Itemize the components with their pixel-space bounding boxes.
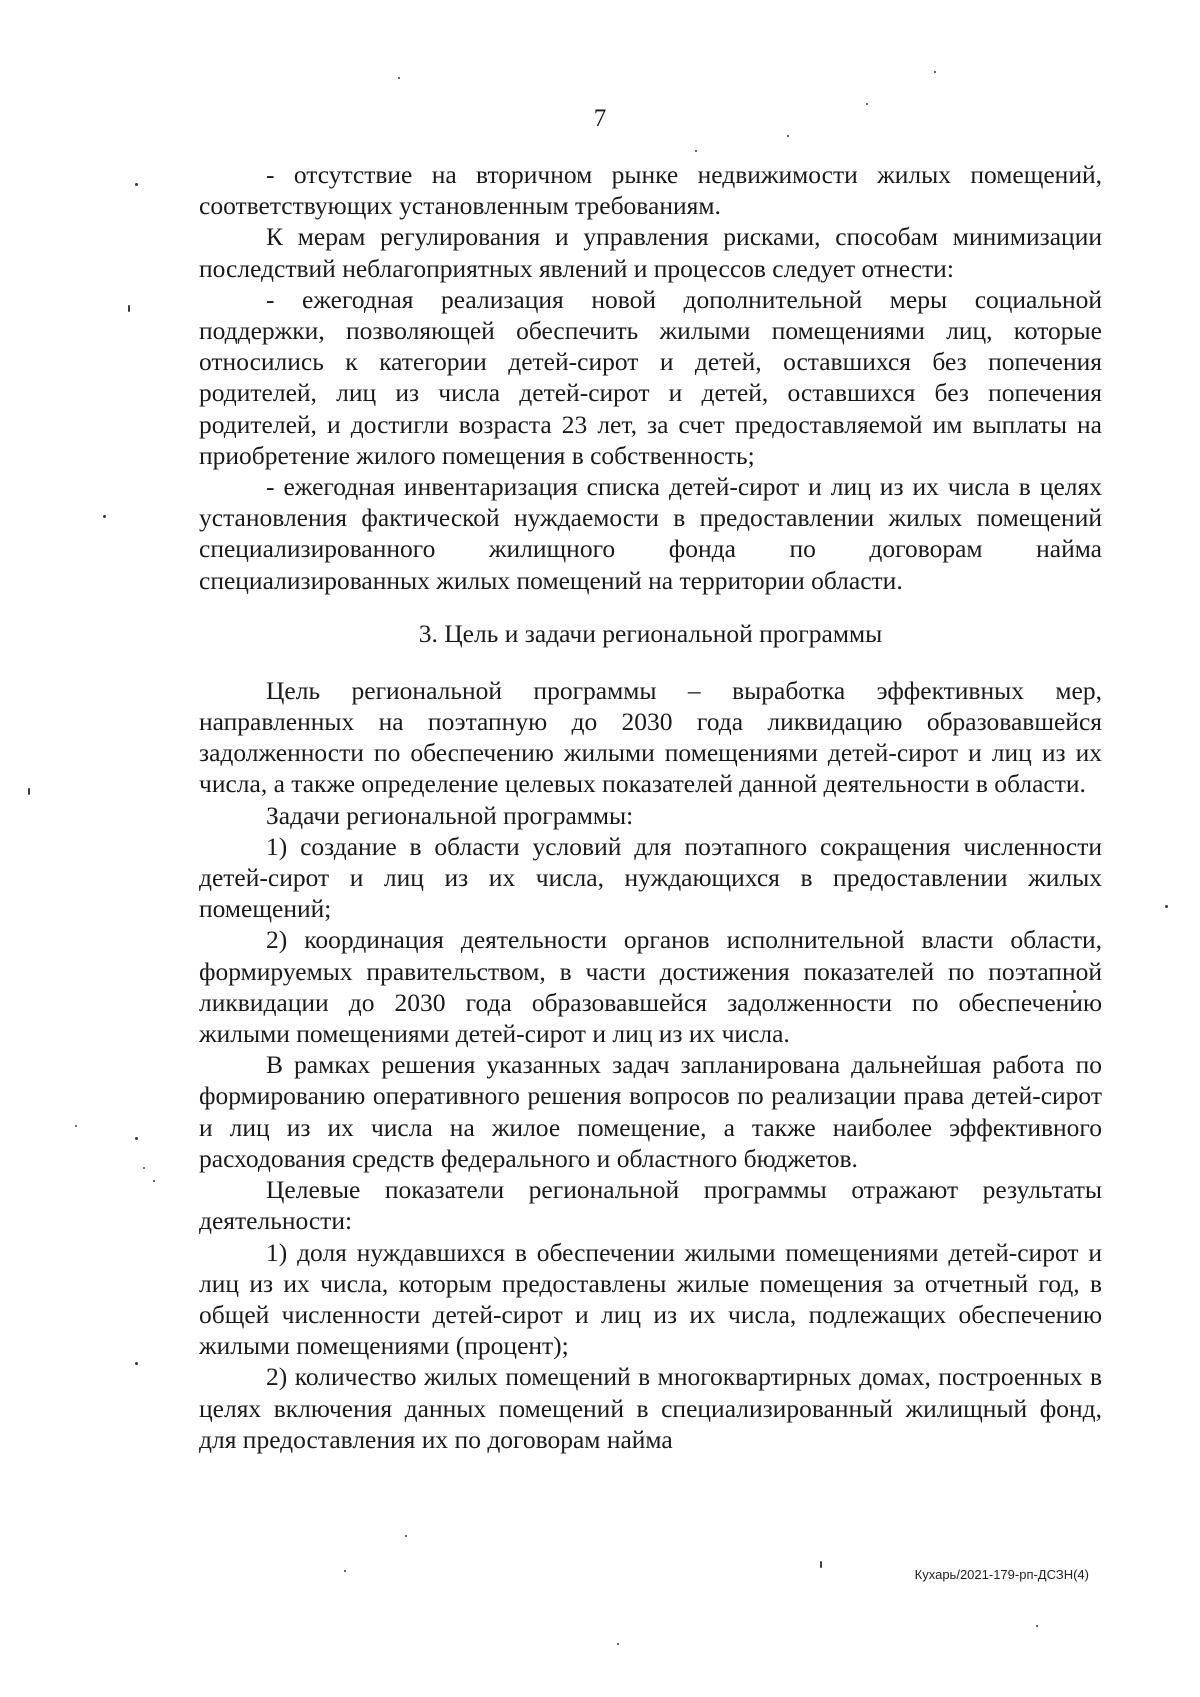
- scan-speck: [695, 150, 697, 152]
- scan-speck: [787, 135, 789, 137]
- page-number: 7: [593, 105, 607, 132]
- scan-speck: [405, 1535, 407, 1537]
- paragraph: Цель региональной программы – выработка эффективных мер, направленных на поэтапную до 2030 года ликвидацию образовавшейся задолженности по обеспечению жилыми помещениями детей-сирот и лиц из их числа, а также определение целевых показателей данной деятельности в области.: [199, 675, 1102, 799]
- scan-speck: [934, 71, 936, 73]
- scan-speck: [617, 1643, 619, 1645]
- scan-speck: [1036, 1625, 1038, 1627]
- scan-speck: [135, 183, 138, 186]
- section-heading: 3. Цель и задачи региональной программы: [418, 618, 883, 648]
- paragraph: К мерам регулирования и управления рисками, способам минимизации последствий неблагоприятных явлений и процессов следует отнести:: [199, 222, 1102, 283]
- document-body: [199, 159, 1102, 1455]
- scan-speck: [135, 1137, 138, 1140]
- scan-speck: [344, 1570, 346, 1572]
- scan-speck: [820, 1561, 822, 1568]
- paragraph: В рамках решения указанных задач запланирована дальнейшая работа по формированию оперативного решения вопросов по реализации права детей-сирот и лиц из их числа на жилое помещение, а также наиболее эффективного расходования средств федерального и областного бюджетов.: [199, 1050, 1102, 1173]
- scan-speck: [143, 1167, 145, 1169]
- scan-speck: [1165, 905, 1168, 908]
- scan-speck: [28, 788, 30, 795]
- scan-speck: [128, 305, 130, 312]
- list-item: 1) создание в области условий для поэтапного сокращения численности детей-сирот и лиц из их числа, нуждающихся в предоставлении жилых помещений;: [199, 831, 1102, 924]
- paragraph: Задачи региональной программы:: [266, 800, 634, 830]
- scan-speck: [135, 1362, 138, 1365]
- scan-speck: [103, 515, 106, 518]
- list-item: 2) координация деятельности органов исполнительной власти области, формируемых правительством, в части достижения показателей по поэтапной ликвидации до 2030 года образовавшейся задолженности по обеспечению жилыми помещениями детей-сирот и лиц из их числа.: [199, 925, 1102, 1049]
- scan-speck: [398, 77, 400, 79]
- document-reference: Кухарь/2021-179-рп-ДСЗН(4): [914, 1567, 1089, 1582]
- scan-speck: [153, 1180, 155, 1182]
- paragraph: - отсутствие на вторичном рынке недвижимости жилых помещений, соответствующих установленным требованиям.: [199, 160, 1102, 221]
- paragraph: Целевые показатели региональной программы отражают результаты деятельности:: [199, 1175, 1102, 1236]
- paragraph: - ежегодная инвентаризация списка детей-сирот и лиц из их числа в целях установления фактической нуждаемости в предоставлении жилых помещений специализированного жилищного фонда по договорам найма специализированных жилых помещений на территории области.: [199, 472, 1102, 595]
- list-item: 2) количество жилых помещений в многоквартирных домах, построенных в целях включения данных помещений в специализированный жилищный фонд, для предоставления их по договорам найма: [199, 1362, 1102, 1454]
- list-item: 1) доля нуждавшихся в обеспечении жилыми помещениями детей-сирот и лиц из их числа, которым предоставлены жилые помещения за отчетный год, в общей численности детей-сирот и лиц из их числа, подлежащих обеспечению жилыми помещениями (процент);: [199, 1237, 1102, 1361]
- scan-speck: [75, 1125, 77, 1127]
- paragraph: - ежегодная реализация новой дополнительной меры социальной поддержки, позволяющей обеспечить жилыми помещениями лиц, которые относились к категории детей-сирот и детей, оставшихся без попечения родителей, лиц из числа детей-сирот и детей, оставшихся без попечения родителей, и достигли возраста 23 лет, за счет предоставляемой им выплаты на приобретение жилого помещения в собственность;: [199, 284, 1102, 470]
